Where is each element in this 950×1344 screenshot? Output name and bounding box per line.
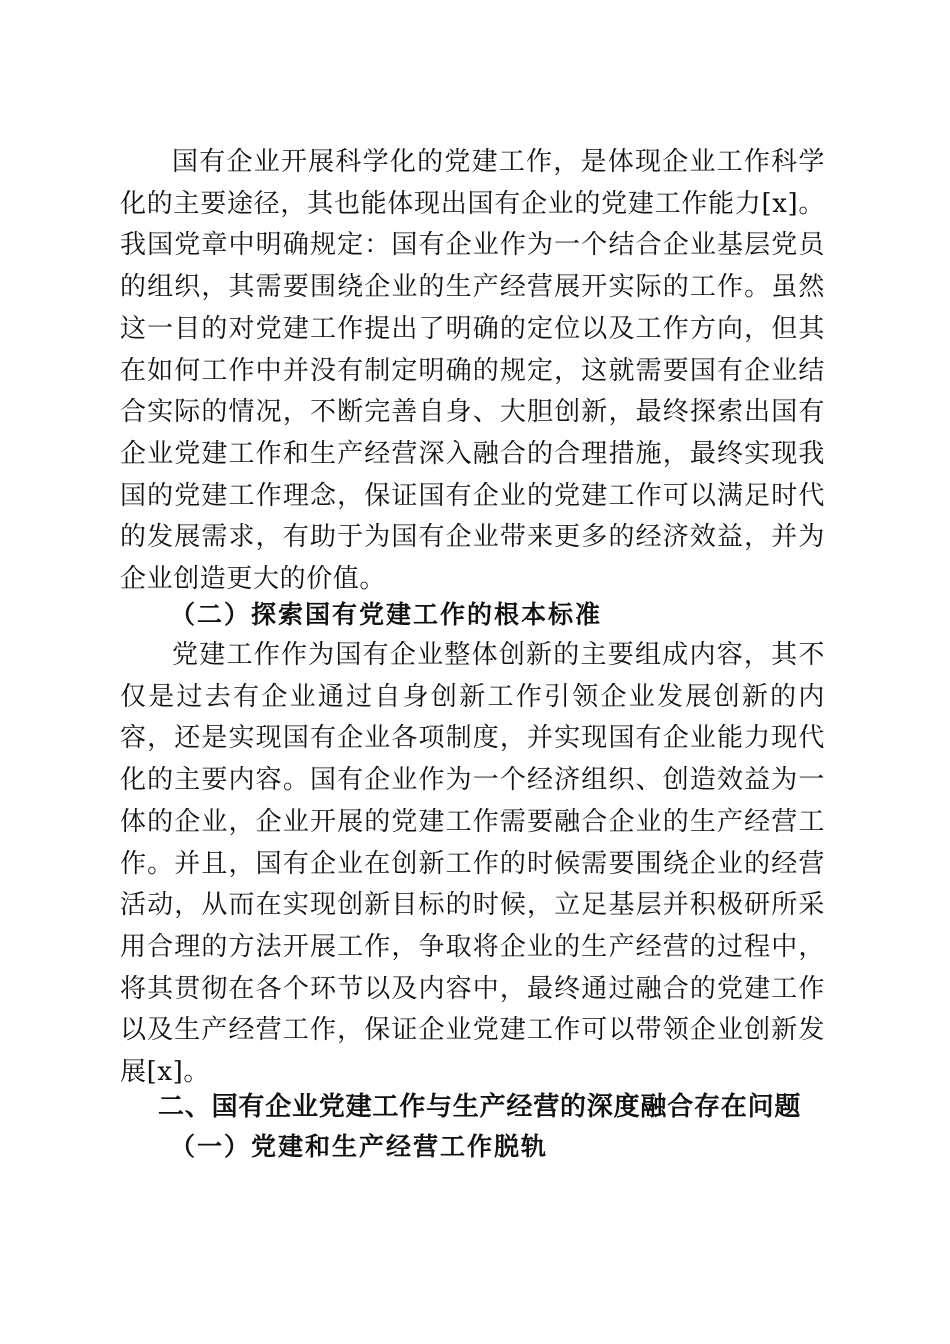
- subheading-disconnection: （一）党建和生产经营工作脱轨: [170, 1132, 549, 1161]
- section-heading-problems: 二、国有企业党建工作与生产经营的深度融合存在问题: [158, 1092, 802, 1122]
- body-paragraph-1: 国有企业开展科学化的党建工作，是体现企业工作科学化的主要途径，其也能体现出国有企业的党建工作能力[x]。我国党章中明确规定：国有企业作为一个结合企业基层党员的组织，其需要围绕企业的生产经营展开实际的工作。虽然这一目的对党建工作提出了明确的定位以及工作方向，但其在如何工作中并没有制定明确的规定，这就需要国有企业结合实际的情况，不断完善自身、大胆创新，最终探索出国有企业党建工作和生产经营深入融合的合理措施，最终实现我国的党建工作理念，保证国有企业的党建工作可以满足时代的发展需求，有助于为国有企业带来更多的经济效益，并为企业创造更大的价值。: [120, 147, 825, 595]
- subheading-fundamental-standards: （二）探索国有党建工作的根本标准: [170, 600, 603, 629]
- body-paragraph-2: 党建工作作为国有企业整体创新的主要组成内容，其不仅是过去有企业通过自身创新工作引领企业发展创新的内容，还是实现国有企业各项制度，并实现国有企业能力现代化的主要内容。国有企业作为一个经济组织、创造效益为一体的企业，企业开展的党建工作需要融合企业的生产经营工作。并且，国有企业在创新工作的时候需要围绕企业的经营活动，从而在实现创新目标的时候，立足基层并积极研所采用合理的方法开展工作，争取将企业的生产经营的过程中，将其贯彻在各个环节以及内容中，最终通过融合的党建工作以及生产经营工作，保证企业党建工作可以带领企业创新发展[x]。: [120, 640, 825, 1088]
